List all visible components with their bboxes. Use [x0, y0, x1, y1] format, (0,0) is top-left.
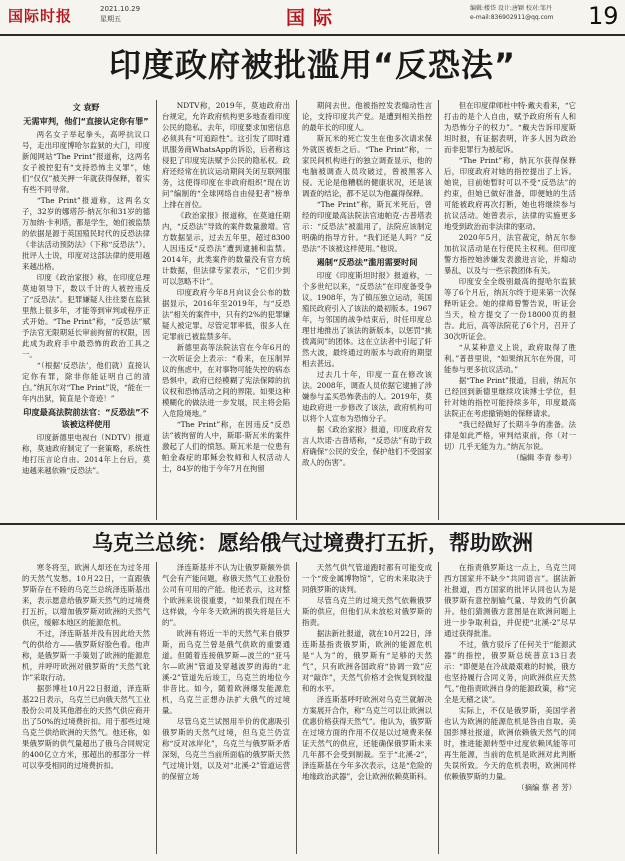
article1-column-1 — [22, 102, 150, 518]
article-credit: （编辑 李青 参考） — [512, 453, 576, 462]
paragraph: 寒冬将至，欧洲人却还在为过冬用的天然气发愁。10月22日，一直跟俄罗斯存在不睦的乌克兰总统泽连斯基出来，表示愿意给俄罗斯天然气的过境费打五折，以增加俄罗斯对欧洲的天然气供应，缓解本地区的能源危机。 — [22, 563, 150, 627]
paragraph: 据《政治家报》报道，印度政府发言人坎诺·古普塔称，“反恐法”有助于政府确保“公民的安全，保护他们不受国家敌人的伤害”。 — [302, 425, 432, 467]
paragraph: “The Print”报道称，这两名女子，32岁的娜塔莎·纳瓦尔和31岁的德万加纳·卡利塔，都是学生，她们被监禁的依据是源于英国殖民时代的反恐法律《非法活动预防法》（下称“反恐法”）。批评人士说，印度对这部法律的使用越来越出格。 — [22, 196, 150, 271]
article2-column-2 — [162, 562, 290, 854]
paragraph: 不过，俄方驳斥了任何关于“能源武器”的指控，俄罗斯总统普京13日表示：“即便是在冷战最艰难的时候，俄方也坚持履行合同义务，向欧洲供应天然气。”他指责欧洲自身的能源政策，称“完全是无稽之谈”。 — [444, 640, 576, 704]
paragraph: 印度政府今年8月向议会公布的数据显示，2016年至2019年，与“反恐法”相关的案件中，只有约2%的犯罪嫌疑人被定罪。尽管定罪率低，很多人在定罪前已被监禁多年。 — [162, 288, 290, 341]
paragraph: 过去几十年，印度一直在修改该法。2008年，调查人员依据它逮捕了涉嫌参与孟买恐怖袭击的人。2019年，莫迪政府进一步修改了该法，政府机构可以将个人宣布为恐怖分子。 — [302, 370, 432, 423]
paragraph: 实际上，不仅是俄罗斯，美国学者也认为欧洲的能源危机是咎由自取。美国彭博社报道，欧洲依赖俄天然气的同时，推进能源转型中过度依赖风能等可再生能源，当前的危机是欧洲对此判断失误所致。今天的危机表明，欧洲同样依赖俄罗斯的力量。 — [444, 706, 576, 781]
editor-info — [470, 4, 553, 22]
editor-line: 编辑:楼岱 设计:唐颖 校对:邹丹 — [470, 5, 552, 12]
paragraph: “The Print”称，纳瓦尔获得保释后，印度政府对她的指控提出了上诉。她说，目前她暂时可以不受“反恐法”的约束，但她已做好准备，即便她的生活可能被政府再次打断，她也将继续参与抗议活动。她曾表示，法律的实施更多地受到政治而非法律的驱动。 — [444, 156, 576, 231]
column-divider — [156, 100, 157, 520]
newspaper-logo: 国际时报 — [8, 7, 73, 25]
paragraph: 据“The Print”报道，目前，纳瓦尔已经回到新德里继续攻读博士学位，但针对她的指控可能持续多年，印度最高法院正在考虑撤销她的保释请求。 — [444, 376, 576, 418]
article1-column-2 — [162, 100, 290, 518]
paragraph: 新德里高等法院法官在今年6月的一次听证会上表示：“看来，在压制异议的焦虑中，在对事物可能失控的病态恐惧中，政府已经模糊了宪法保障的抗议权和恐怖活动之间的界限。如果这种模糊化的做法进一步发展，民主将会陷入危险境地。” — [162, 343, 290, 418]
paragraph: 尽管乌克兰的过境天然气依赖俄罗斯的供应，但他们从未放松对俄罗斯的指责。 — [302, 596, 432, 627]
paragraph: 印度新德里电视台（NDTV）报道称，莫迪政府制定了一套策略，系统性地打压言论自由。2014年上台后，莫迪越来越依赖“反恐法”。 — [22, 433, 150, 475]
paragraph: NDTV称，2019年，莫迪政府出台规定，允许政府机构更多地查看印度公民的隐私。去年，印度要求加密信息必须具有“可追踪性”。这引发了即时通讯服务商WhatsApp的诉讼，后者称这侵犯了印度宪法赋予公民的隐私权。政府还经常在抗议运动期间关闭互联网服务，这使得印度在非政府组织“现在访问”编制的“全球网络自由侵犯者”榜单上排在首位。 — [162, 101, 290, 209]
date-text: 2021.10.29 — [100, 5, 141, 13]
column-divider — [438, 100, 439, 520]
paragraph: 印度《印度斯坦时报》报道称，一个多世纪以来，“反恐法”在印度备受争议。1908年，为了镇压独立运动，英国殖民政府引入了该法的最初版本。1967年，与邻国的战争结束后，时任印度总理甘地推出了该法的新版本，以惩罚“挑拨离间”的团体。这在立法者中引起了轩然大波，最终通过的版本与政府的期望相去甚远。 — [302, 271, 432, 368]
paragraph: “The Print”称，在因违反“反恐法”被拘留的人中，斯耶·斯瓦米的案件激起了人们的愤怒。斯瓦米是一位患有帕金森症的耶稣会牧师和人权活动人士，84岁的他于今年7月在拘留 — [162, 420, 290, 473]
paragraph: 泽连斯基并不认为让俄罗斯额外供气会有产能问题，称俄天然气工业股份公司有可用的产能。他还表示，这对整个欧洲来说很重要，“如果我们现在不这样做，今年冬天欧洲的损失将是巨大的”。 — [162, 563, 290, 627]
paragraph: “（根据‘反恐法’，他们就）直接认定你有罪，除非你能证明自己的清白。”纳瓦尔对“The Print”说，“能在一年内出狱，简直是个奇迹！” — [22, 361, 150, 403]
article1-column-4 — [444, 100, 576, 518]
article2-column-4 — [444, 562, 576, 854]
paragraph: 《政治家报》报道称，在莫迪任期内，“反恐法”导致的案件数量激增。官方数据显示，过去五年里，超过8300人因违反“反恐法”遭到逮捕和监禁。2014年，此类案件的数量没有官方统计数据，但法律专家表示，“它们少到可以忽略不计”。 — [162, 211, 290, 286]
issue-date — [100, 4, 140, 24]
paragraph: “从某种意义上说，政府取得了胜利。”普普里说，“如果纳瓦尔在外面，可能参与更多抗议活动。” — [444, 343, 576, 374]
paragraph: 据彭博社10月22日报道，泽连斯基22日表示，乌克兰已向俄天然气工业股份公司及其他潜在的天然气供应商开出了50%的过境费折扣。用于那些过境乌克兰供给欧洲的天然气。他还称，如果俄罗斯的供气量超出了俄乌合同规定的400亿立方米，那超出的那部分一样可以享受相同的过境费折扣。 — [22, 684, 150, 770]
column-divider — [156, 562, 157, 854]
email-line: e-mail:836902911@qq.com — [470, 14, 554, 21]
paragraph: 两名女子举起拳头，高呼抗议口号，走出印度博哈尔监狱的大门，印度新闻网站“The Print”报道称，这两名女子被控犯有“支持恐怖主义罪”，她们“仅仅”被关押一年就获得保释，着实有些不同寻常。 — [22, 130, 150, 194]
subheading-1: 无需审判，他们“直接认定你有罪” — [23, 116, 149, 126]
article2-headline: 乌克兰总统：愿给俄气过境费打五折，帮助欧洲 — [92, 531, 533, 555]
paragraph: 但在印度律师杜中特·戴夫看来，“它打击的是个人自由，赋予政府所有人和为恐怖分子的权力”。“戴夫告诉印度斯坦时报，有证据表明，许多人因为政治而非犯罪行为被起诉。 — [444, 101, 576, 154]
article1-column-3 — [302, 100, 432, 518]
weekday-text: 星期五 — [100, 15, 121, 23]
page-number: 19 — [588, 2, 619, 30]
page-header — [0, 0, 625, 36]
column-divider — [438, 562, 439, 854]
paragraph: 不过，泽连斯基并没有因此给天然气的供给方——俄罗斯好脸色看。他声称，是俄罗斯一手策划了欧洲的能源危机，并呼吁欧洲对俄罗斯的“天然气讹诈”采取行动。 — [22, 629, 150, 682]
paragraph: “The Print”称，斯瓦米死后，曾经的印度最高法院法官迪帕克·古普塔表示：“反恐法”被滥用了，法院应该制定明确的指导方针。“我们还是人吗？”反恐法“不该被这样使用。”他说。 — [302, 200, 432, 253]
paragraph: 泽连斯基呼吁欧洲对乌克兰就解决方案展开合作，称“乌克兰可以让欧洲以优惠价格获得天然气”。他认为，俄罗斯在过境方面的作用不仅是以过境费来保证天然气的供应，还能确保俄罗斯未来几年都不会受到制裁。至于“北溪-2”，泽连斯基在今年多次表示，这是“危险的地缘政治武器”，会让欧洲依赖莫斯科。 — [302, 695, 432, 781]
article-credit: （摘编 蔡 者 芳） — [517, 783, 576, 792]
section-title: 国际 — [286, 7, 341, 29]
paragraph: 2020年5月，法官裁定，纳瓦尔参加抗议活动是在行使民主权利。但印度警方指控她涉嫌发表激进言论，并煽动暴乱，以及与一些宗教团体有关。 — [444, 233, 576, 275]
article2-column-3 — [302, 562, 432, 854]
paragraph: 印度《政治家报》称，在印度总理莫迪领导下，数以千计的人被控违反了“反恐法”。犯罪嫌疑人往往要在监狱里熬上很多年，才能等到审判或程序正式开始。“The Print”称，“反恐法”赋予法官无限期延长审前拘留的权限，因此成为政府手中最恐怖的政治工具之一。 — [22, 273, 150, 359]
paragraph: 期间去世。他被指控发表煽动性言论，支持印度共产党。是遭到相关指控的最年长的印度人。 — [302, 101, 432, 132]
section-divider — [0, 523, 625, 525]
author-byline: 文 袁野 — [72, 103, 100, 112]
paragraph: 欧洲有将近一半的天然气来自俄罗斯，而乌克兰曾是俄气供欧的重要通道。但随着连接俄罗斯—波兰的“亚马尔—欧洲”管道及穿越波罗的海的“北溪-2”管道先后竣工，乌克兰的地位今非昔比。如今，随着欧洲爆发能源危机，乌克兰正想办法扩大俄气的过境量。 — [162, 629, 290, 715]
paragraph: 印度安全全级别最高的提哈尔监狱等了6个月后，纳瓦尔终于迎来第一次保释听证会。她的律师曾警告说，听证会当天，检方提交了一份18000页的报告。此后，高等法院花了6个月，召开了30次听证会。 — [444, 277, 576, 341]
paragraph: 据法新社报道，就在10月22日，泽连斯基指责俄罗斯，欧洲的能源危机是“人为”的，俄罗斯有“足够的天然气”，只有欧洲各国政府“协调一致”应对“敲诈”，天然气价格才会恢复到较温和的水平。 — [302, 629, 432, 693]
paragraph: 在指责俄罗斯这一点上，乌克兰同西方国家并不缺少“共同语言”。据法新社报道，西方国家的批评认同也认为是俄罗斯有意控制输气量、导致的气价飙升。他们猜测俄方意图是在欧洲问题上进一步争取利益，并促使“北溪-2”尽早通过获得批准。 — [444, 563, 576, 638]
column-divider — [296, 562, 297, 854]
subheading-3: 遏制“反恐法”滥用需要时间 — [316, 257, 418, 267]
paragraph: 尽管乌克兰试图用半价的优惠吸引俄罗斯的天然气过境，但乌克兰仍宣称“反对冰岸化”，乌克兰与俄罗斯矛盾深刻，乌克兰当前所面临的俄罗斯天然气过境计划，以及对“北溪-2”管道运营的保留立场 — [162, 717, 290, 781]
article1-col1-body — [22, 129, 150, 404]
column-divider — [296, 100, 297, 520]
subheading-2: 印度最高法院前法官：“反恐法”不该被这样使用 — [23, 407, 149, 429]
paragraph: “我已经做好了长期斗争的准备。法律是如此严格，审判结束前，你（对一切）几乎无能为力。”纳瓦尔说。 — [444, 420, 576, 451]
article1-headline: 印度政府被批滥用“反恐法” — [108, 46, 517, 84]
article2-column-1 — [22, 562, 150, 854]
paragraph: 天然气供气管道跑时都有可能变成一个“废金属博物馆”，它的未来取决于同俄罗斯的谈判。 — [302, 563, 432, 594]
paragraph: 斯瓦米的死亡发生在他多次请求保外就医被拒之后。“The Print”称，一家民间机构进行的独立调查显示，他的电脑被调查人员攻破过，曾被黑客入侵。无论是他糟糕的健康状况，还是该调查的结论，都不足以为他赢得保释。 — [302, 134, 432, 198]
